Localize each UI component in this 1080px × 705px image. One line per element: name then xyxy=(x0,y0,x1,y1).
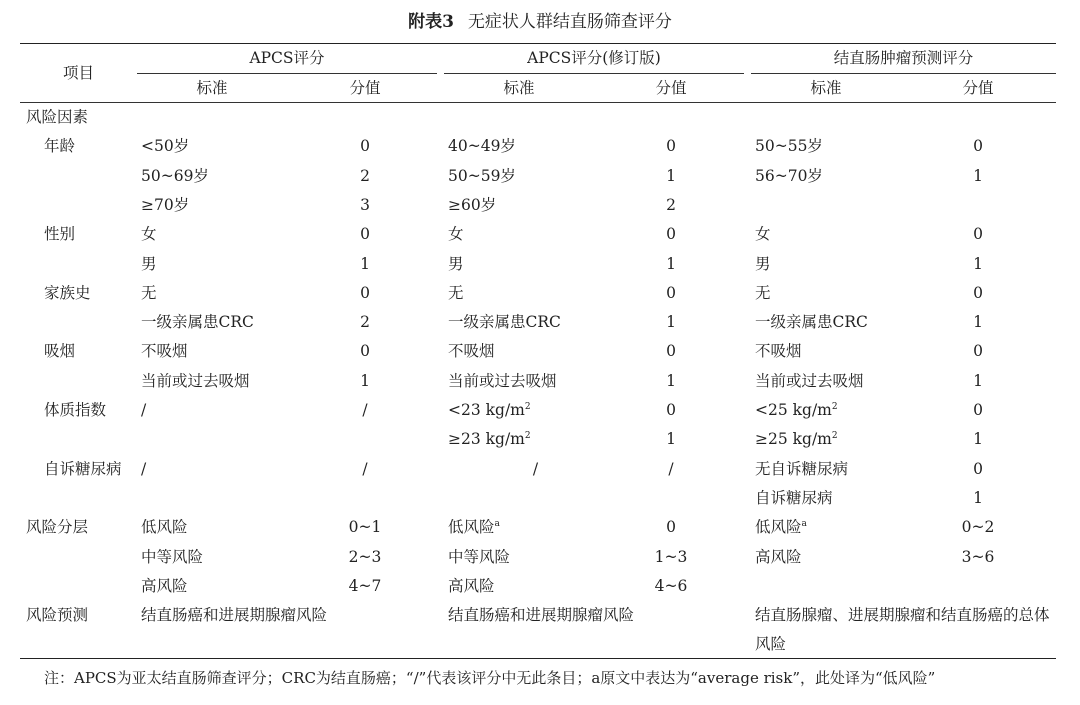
table-cell-crn-score: 0 xyxy=(973,283,983,302)
header-score: 分值 xyxy=(962,79,994,97)
table-cell-crn-standard: 无自诉糖尿病 xyxy=(755,459,849,478)
table-cell-apcs-standard: 50~69岁 xyxy=(141,166,209,185)
table-cell-apcs-revised-score: 1 xyxy=(666,430,676,449)
table-cell-apcs-score: 0~1 xyxy=(348,518,382,537)
table-cell-apcs-score: 2 xyxy=(360,166,370,185)
table-cell-apcs-revised-score: 0 xyxy=(666,283,676,302)
table-cell-crn-standard: 男 xyxy=(755,254,771,273)
table-cell-apcs-standard: 无 xyxy=(141,283,157,302)
table-cell-crn-standard: 低风险$^a$ xyxy=(755,518,807,537)
table-cell-apcs-score: 4~7 xyxy=(348,576,382,595)
table-cell-apcs-score: / xyxy=(362,401,368,419)
table-cell-apcs-revised-score: 0 xyxy=(666,342,676,361)
table-cell-apcs-standard: 一级亲属患CRC xyxy=(141,313,254,332)
table-cell-apcs-revised-score: 0 xyxy=(666,401,676,419)
table-cell-apcs-standard: 当前或过去吸烟 xyxy=(141,371,250,390)
row-label: 风险分层 xyxy=(26,518,89,537)
table-cell-apcs-revised-standard: 结直肠癌和进展期腺瘤风险 xyxy=(448,606,635,625)
table-cell-apcs-score: 0 xyxy=(360,137,370,156)
table-cell-apcs-revised-standard: 50~59岁 xyxy=(448,166,516,185)
table-cell-apcs-score: 2~3 xyxy=(348,547,382,566)
table-cell-crn-score: 0 xyxy=(973,137,983,156)
table-cell-apcs-revised-score: 0 xyxy=(666,518,676,537)
table-cell-crn-score: 1 xyxy=(973,313,983,332)
table-cell-apcs-standard: 中等风险 xyxy=(141,547,204,566)
table-cell-crn-standard: 自诉糖尿病 xyxy=(755,488,833,507)
table-cell-apcs-revised-standard: ≥60岁 xyxy=(448,195,497,214)
table-cell-apcs-revised-standard: 男 xyxy=(448,254,464,273)
header-score: 分值 xyxy=(349,79,381,97)
header-group-apcs-revised: APCS评分(修订版) xyxy=(527,49,661,67)
table-cell-apcs-standard: <50岁 xyxy=(141,137,190,156)
table-cell-apcs-standard: ≥70岁 xyxy=(141,195,190,214)
table-note: 注：APCS为亚太结直肠筛查评分；CRC为结直肠癌；“/”代表该评分中无此条目；a原文中表达为“average risk”，此处译为“低风险” xyxy=(44,669,936,687)
table-cell-apcs-revised-score: 2 xyxy=(666,195,676,214)
header-group-apcs: APCS评分 xyxy=(249,49,325,67)
row-label: 风险预测 xyxy=(26,606,89,625)
table-cell-apcs-revised-score: / xyxy=(668,459,674,478)
table-cell-apcs-score: 2 xyxy=(360,313,370,332)
header-rule xyxy=(20,102,1056,103)
table-cell-apcs-revised-standard: 女 xyxy=(448,225,464,244)
table-cell-crn-standard: 一级亲属患CRC xyxy=(755,313,868,332)
table-cell-apcs-revised-standard: 无 xyxy=(448,283,464,302)
table-cell-apcs-standard: 不吸烟 xyxy=(141,342,188,361)
table-cell-apcs-score: 3 xyxy=(360,195,370,214)
table-cell-crn-standard: 不吸烟 xyxy=(755,342,802,361)
table-number: 附表3 xyxy=(408,12,454,32)
table-cell-apcs-revised-score: 4~6 xyxy=(654,576,688,595)
table-cell-apcs-revised-standard: 不吸烟 xyxy=(448,342,495,361)
table-cell-apcs-score: 1 xyxy=(360,254,370,273)
group-rule-crn xyxy=(751,73,1056,74)
header-standard: 标准 xyxy=(810,79,842,97)
table-cell-crn-standard: 当前或过去吸烟 xyxy=(755,371,864,390)
table-cell-crn-score: 1 xyxy=(973,254,983,273)
table-cell-apcs-revised-standard: 高风险 xyxy=(448,576,495,595)
table-cell-crn-score: 1 xyxy=(973,166,983,185)
table-title: 无症状人群结直肠筛查评分 xyxy=(467,12,672,32)
table-cell-apcs-revised-score: 0 xyxy=(666,137,676,156)
group-rule-apcs-revised xyxy=(444,73,744,74)
table-cell-crn-standard: 无 xyxy=(755,283,771,302)
table-cell-apcs-revised-standard: <23 $kg/m^2$ xyxy=(448,401,531,419)
row-label: 家族史 xyxy=(44,283,91,302)
table-cell-crn-standard: 高风险 xyxy=(755,547,802,566)
table-cell-apcs-score: 0 xyxy=(360,342,370,361)
table-cell-apcs-revised-score: 1 xyxy=(666,371,676,390)
row-label: 性别 xyxy=(44,225,76,244)
table-cell-apcs-revised-score: 1 xyxy=(666,166,676,185)
table-cell-apcs-revised-standard: 低风险$^a$ xyxy=(448,518,500,537)
row-label: 年龄 xyxy=(44,137,76,156)
table-cell-crn-score: 1 xyxy=(973,488,983,507)
table-cell-crn-score: 0~2 xyxy=(961,518,995,537)
table-cell-apcs-score: 0 xyxy=(360,225,370,244)
table-cell-apcs-revised-standard: 40~49岁 xyxy=(448,137,516,156)
header-item: 项目 xyxy=(62,64,94,82)
table-cell-crn-score: 0 xyxy=(973,401,983,419)
table-cell-crn-score: 3~6 xyxy=(961,547,995,566)
row-label: 体质指数 xyxy=(44,401,107,419)
table-cell-apcs-revised-score: 1~3 xyxy=(654,547,688,566)
table-cell-crn-standard: ≥25 $kg/m^2$ xyxy=(755,430,838,449)
table-cell-crn-score: 0 xyxy=(973,225,983,244)
table-cell-apcs-revised-standard: ≥23 $kg/m^2$ xyxy=(448,430,531,449)
table-cell-apcs-revised-standard: 中等风险 xyxy=(448,547,511,566)
header-score: 分值 xyxy=(655,79,687,97)
table-caption xyxy=(0,10,1080,34)
table-cell-apcs-revised-standard: / xyxy=(532,459,539,478)
table-cell-apcs-standard: 女 xyxy=(141,225,157,244)
table-cell-crn-score: 0 xyxy=(973,459,983,478)
table-cell-apcs-standard: 高风险 xyxy=(141,576,188,595)
row-label: 吸烟 xyxy=(44,342,76,361)
row-label: 自诉糖尿病 xyxy=(44,459,122,478)
table-cell-apcs-revised-score: 1 xyxy=(666,254,676,273)
table-cell-apcs-revised-standard: 当前或过去吸烟 xyxy=(448,371,557,390)
header-standard: 标准 xyxy=(196,79,228,97)
table-cell-crn-score: 1 xyxy=(973,430,983,449)
table-cell-apcs-standard: 低风险 xyxy=(141,518,188,537)
row-label: 风险因素 xyxy=(26,108,89,126)
table-cell-apcs-standard: / xyxy=(141,401,147,419)
group-rule-apcs xyxy=(137,73,437,74)
table-cell-crn-standard: 56~70岁 xyxy=(755,166,823,185)
table-cell-apcs-standard: / xyxy=(141,459,147,478)
table-cell-crn-standard: 结直肠腺瘤、进展期腺瘤和结直肠癌的总体风险 xyxy=(755,606,1050,654)
table-cell-crn-score: 1 xyxy=(973,371,983,390)
top-rule xyxy=(20,43,1056,44)
table-cell-apcs-score: / xyxy=(362,459,368,478)
table-cell-crn-standard: 女 xyxy=(755,225,771,244)
table-cell-crn-standard: 50~55岁 xyxy=(755,137,823,156)
table-cell-crn-score: 0 xyxy=(973,342,983,361)
table-cell-apcs-score: 0 xyxy=(360,283,370,302)
table-cell-apcs-revised-score: 1 xyxy=(666,313,676,332)
table-cell-apcs-standard: 男 xyxy=(141,254,157,273)
table-cell-apcs-revised-standard: 一级亲属患CRC xyxy=(448,313,561,332)
table-cell-apcs-standard: 结直肠癌和进展期腺瘤风险 xyxy=(141,606,328,625)
table-cell-crn-standard: <25 $kg/m^2$ xyxy=(755,401,838,419)
header-standard: 标准 xyxy=(503,79,535,97)
table-cell-apcs-revised-score: 0 xyxy=(666,225,676,244)
table-cell-apcs-score: 1 xyxy=(360,371,370,390)
header-group-crn-score: 结直肠肿瘤预测评分 xyxy=(833,49,974,67)
